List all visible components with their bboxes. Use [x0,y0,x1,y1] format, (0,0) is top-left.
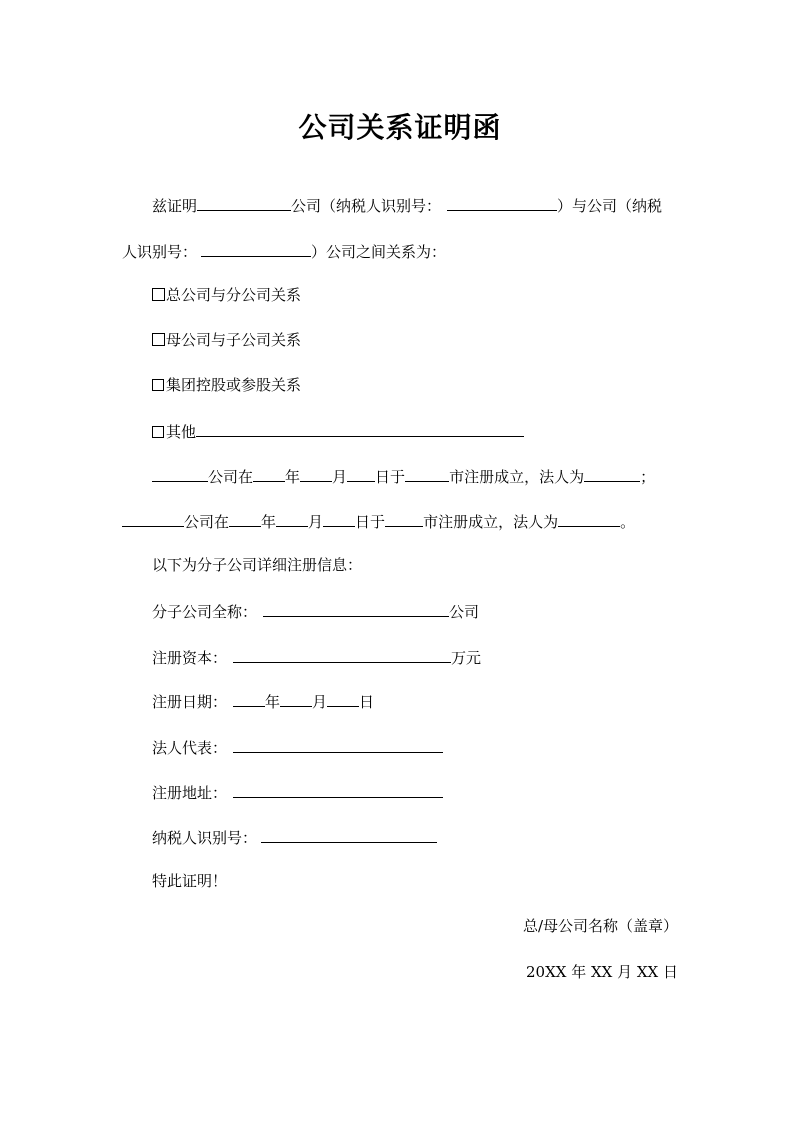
detail-intro: 以下为分子公司详细注册信息： [152,556,363,574]
day-blank[interactable] [323,510,355,527]
option-other[interactable]: 其他 [152,420,524,442]
option-head-branch[interactable]: 总公司与分公司关系 [152,285,301,305]
month-blank[interactable] [276,510,308,527]
city-blank[interactable] [385,510,423,527]
date-row: 注册日期： 年 月 日 [152,690,374,712]
month-blank[interactable] [300,465,332,482]
checkbox-icon[interactable] [152,426,164,438]
other-relation-blank[interactable] [196,420,524,437]
capital-row: 注册资本： 万元 [152,646,481,668]
reg-year-field[interactable] [233,690,265,707]
year-blank[interactable] [253,465,285,482]
full-name-field[interactable] [263,600,449,617]
legal-person-blank[interactable] [558,510,620,527]
signature-line: 总/母公司名称（盖章） [522,917,678,935]
legal-rep-row: 法人代表： [152,736,443,758]
address-row: 注册地址： [152,781,443,803]
legal-person-blank[interactable] [584,465,640,482]
registration-line-2: 公司在 年 月 日于 市注册成立，法人为 。 [122,510,635,532]
company-a-blank[interactable] [197,194,291,211]
reg-day-field[interactable] [327,690,359,707]
document-title: 公司关系证明函 [298,111,502,144]
year-blank[interactable] [229,510,261,527]
reg-month-field[interactable] [280,690,312,707]
intro-line-1: 兹证明 公司（纳税人识别号： ）与公司（纳税 [152,194,662,216]
closing-text: 特此证明！ [152,872,228,890]
registration-line-1: 公司在 年 月 日于 市注册成立，法人为 ； [152,465,655,487]
full-name-row: 分子公司全称： 公司 [152,600,479,622]
tax-id-field[interactable] [261,826,437,843]
option-group-holding[interactable]: 集团控股或参股关系 [152,375,301,395]
company-b-tax-id-blank[interactable] [201,240,311,257]
checkbox-icon[interactable] [152,333,165,346]
date-line: 20XX 年 XX 月 XX 日 [526,963,678,981]
checkbox-icon[interactable] [152,379,164,391]
city-blank[interactable] [405,465,449,482]
checkbox-icon[interactable] [152,288,165,301]
legal-rep-field[interactable] [233,736,443,753]
company-blank[interactable] [122,510,184,527]
option-parent-subsidiary[interactable]: 母公司与子公司关系 [152,330,301,350]
tax-id-row: 纳税人识别号： [152,826,437,848]
capital-field[interactable] [233,646,451,663]
intro-line-2: 人识别号： ）公司之间关系为： [122,240,446,262]
company-a-tax-id-blank[interactable] [447,194,557,211]
address-field[interactable] [233,781,443,798]
company-blank[interactable] [152,465,208,482]
day-blank[interactable] [347,465,375,482]
